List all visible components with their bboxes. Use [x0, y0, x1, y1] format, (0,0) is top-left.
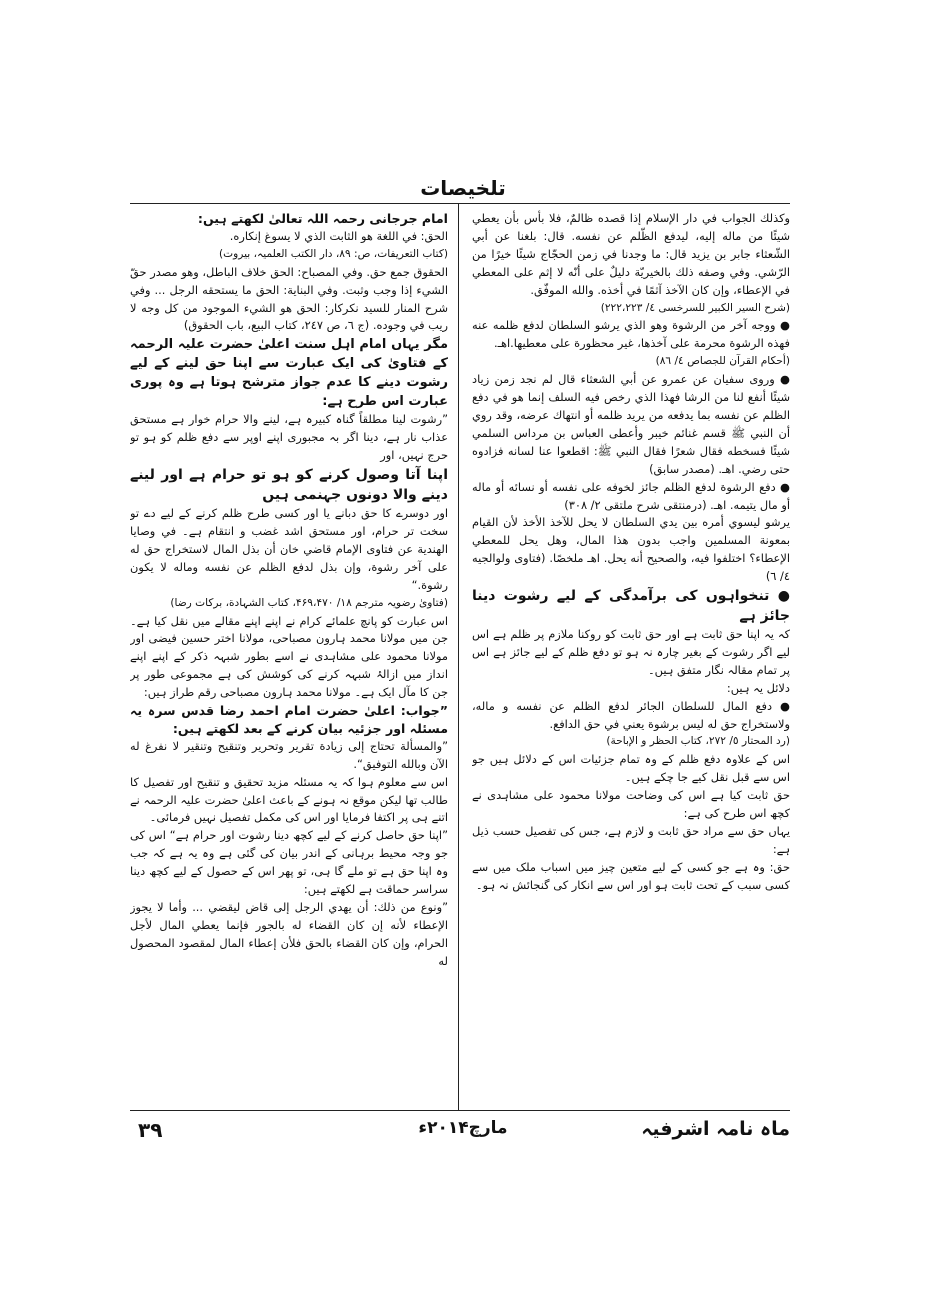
- header-rule: [130, 203, 790, 204]
- page-number: ۳۹: [138, 1118, 163, 1142]
- paragraph: امام جرجانی رحمہ اللہ تعالیٰ لکھتے ہیں:: [197, 211, 448, 226]
- quote: ”ونوع من ذلك: أن يهدي الرجل إلى قاض ليقضي ... وأما لا يجوز الإعطاء لأنه إن كان القضاء له بالجور فإنما يعطي المال لأجل الحرام، وإن كان القضاء بالحق فلأن إعطاء المال لمقصود المحصول له: [130, 900, 448, 968]
- left-column: [130, 210, 448, 1108]
- paragraph: حق: وہ ہے جو کسی کے لیے متعین چیز میں اسباب ملک میں سے کسی سبب کے تحت ثابت ہو اور اس سے انکار کی گنجائش نہ ہو۔: [472, 859, 790, 892]
- citation: (شرح السیر الکبیر للسرخسی ٤/ ۲۲۲،۲۲۳): [600, 301, 790, 314]
- citation: (کتاب التعریفات، ص: ۸۹، دار الکتب العلمیہ، بیروت): [219, 247, 448, 260]
- paragraph: اس کے علاوہ دفع ظلم کے وہ تمام جزئیات اس کے دلائل ہیں جو اس سے قبل نقل کیے جا چکے ہیں۔: [472, 752, 790, 785]
- paragraph: یہاں حق سے مراد حق ثابت و لازم ہے، جس کی تفصیل حسب ذیل ہے:: [472, 824, 790, 856]
- paragraph: ● دفع المال للسلطان الجائر لدفع الظلم عن نفسه و ماله، ولاستخراج حق له ليس برشوة يعني في حق الدافع.: [472, 698, 790, 731]
- emphasized-quote: اپنا آتا وصول کرنے کو ہو تو حرام ہے اور لینے دینے والا دونوں جہنمی ہیں: [130, 467, 448, 504]
- footer-magazine-name: ماہ نامہ اشرفیہ: [641, 1118, 790, 1140]
- paragraph: حق ثابت کیا ہے اس کی وضاحت مولانا محمود علی مشاہدی نے کچھ اس طرح کی ہے:: [472, 788, 790, 821]
- quote: ”رشوت لینا مطلقاً گناہ کبیرہ ہے، لینے والا حرام خوار ہے مستحق عذاب نار ہے، دینا اگر بہ مجبوری اپنے اوپر سے دفع ظلم کو ہو تو حرج نہیں، اور: [130, 412, 448, 463]
- quote: ”والمسألة تحتاج إلى زيادة تقرير وتحرير وتنقيح وتنقير لا نفرغ له الآن وبالله التوفيق“.: [130, 738, 448, 771]
- paragraph: الحق: في اللغة هو الثابت الذي لا يسوغ إنكاره.: [229, 228, 448, 243]
- paragraph: الحقوق جمع حق. وفي المصباح: الحق خلاف الباطل، وهو مصدر حقّ الشيء إذا وجب وثبت. وفي البناية: الحق ما يستحقه الرجل ... وفي شرح المنار للسيد نكركار: الحق هو الشيء الموجود من كل وجه لا ريب في وجوده. (ج ٦، ص ٢٤٧، كتاب البيع، باب الحقوق): [130, 264, 448, 333]
- section-heading: ● تنخواہوں کی برآمدگی کے لیے رشوت دینا جائز ہے: [472, 588, 790, 625]
- paragraph: ● دفع الرشوة لدفع الظلم جائز لخوفه على نفسه أو نسائه أو ماله أو مال يتيمه. اهـ. (درمنتقی شرح ملتقی ٢/ ٣٠٨): [472, 479, 790, 512]
- paragraph: ”اپنا حق حاصل کرنے کے لیے کچھ دینا رشوت اور حرام ہے“ اس کی جو وجہ محیط برہانی کے اندر بیان کی گئی ہے وہ یہ ہے کہ جب وہ اپنا حق ہے تو ملے گا ہی، تو پھر اس کے حصول کے لیے کچھ دینا سراسر حماقت ہے لکھتے ہیں:: [130, 828, 448, 897]
- page-title: تلخیصات: [420, 176, 506, 200]
- quote: اور دوسرے کا حق دبانے یا اور کسی طرح ظلم کرنے کے لیے دے تو سخت تر حرام، اور مستحق اشد غضب و انتقام ہے۔ في وصايا الهندية عن فتاوى الإمام قاضي خان أن بذل المال لاستخراج حق له على آخر رشوة، وإن بذل لدفع الظلم عن نفسه وماله لا يكون رشوة.“: [130, 506, 448, 592]
- right-column: [472, 210, 790, 1108]
- paragraph: اس عبارت کو پانچ علمائے کرام نے اپنے اپنے مقالے میں نقل کیا ہے۔ جن میں مولانا محمد ہارون مصباحی، مولانا اختر حسین فیضی اور مولانا محمود علی مشاہدی نے اسے بطور شبہہ ذکر کے اپنے اپنے انداز میں ازالۂ شبہہ کرنے کی کوشش کی ہے مجموعی طور پر جن کا مآل ایک ہے۔ مولانا محمد ہارون مصباحی رقم طراز ہیں:: [130, 613, 448, 700]
- column-divider: [458, 204, 459, 1110]
- paragraph: ● وروى سفيان عن عمرو عن أبي الشعثاء قال لم نجد زمن زياد شيئًا أنفع لنا من الرشا فهذا الذي رخص فيه السلف إنما هو في دفع الظلم عن نفسه بما يدفعه من يريد ظلمه أو انتهاك عرضه، وقد روي أن النبي ﷺ قسم غنائم خيبر وأعطى العباس بن مرداس السلمي شيئًا فسخطه فقال شعرًا فقال النبي ﷺ: اقطعوا عنا لسانه فزادوه حتى رضي. اهـ. (مصدر سابق): [472, 372, 790, 476]
- paragraph: ”جواب: اعلیٰ حضرت امام احمد رضا قدس سرہ یہ مسئلہ اور جزئیہ بیان کرنے کے بعد لکھتے ہیں:: [130, 703, 448, 736]
- citation: (رد المحتار ٥/ ٢٧٢، کتاب الحظر و الإباحة): [606, 735, 790, 748]
- paragraph: اس سے معلوم ہوا کہ یہ مسئلہ مزید تحقیق و تنقیح اور تفصیل کا طالب تھا لیکن موقع نہ ہونے کے باعث اعلیٰ حضرت علیہ الرحمہ نے اتنے ہی پر اکتفا فرمایا اور اس کی مکمل تفصیل نہیں فرمائی۔: [130, 774, 448, 825]
- citation: (فتاویٰ رضویہ مترجم ۱۸/ ۴۶۹،۴۷۰، کتاب الشہادة، برکات رضا): [170, 596, 448, 609]
- paragraph: دلائل یہ ہیں:: [726, 680, 790, 695]
- paragraph: کہ یہ اپنا حق ثابت ہے اور حق ثابت کو روکنا ملازم پر ظلم ہے اس لیے اگر رشوت کے بغیر چارہ نہ ہو تو دفع ظلم کے لیے جائز ہے اس پر تمام مقالہ نگار متفق ہیں۔: [472, 627, 790, 677]
- paragraph: وكذلك الجواب في دار الإسلام إذا قصده ظالمٌ، فلا بأس بأن يعطي شيئًا من ماله إليه، ليدفع الظّلم عن نفسه. قال: بلغنا عن أبي الشّعثاء جابر بن يزيد قال: ما وجدنا في زمن الحجّاج شيئًا خيرًا من الرّشي. وفي وصفه ذلك بالخيريّة دليلٌ على أنّه لا إثم على المعطي في الإعطاء، وإن كان الآخذ آثمًا في أخذه. والله الموفّق.: [472, 211, 790, 297]
- footer-date: مارچ۲۰۱۴ء: [418, 1118, 508, 1138]
- footer-rule: [130, 1110, 790, 1111]
- paragraph: ● ووجه آخر من الرشوة وهو الذي يرشو السلطان لدفع ظلمه عنه فهذه الرشوة محرمة على آخذها، غير محظورة على معطيها.اهـ.: [472, 318, 790, 351]
- citation: (أحكام القرآن للجصاص ٤/ ٨٦): [655, 355, 790, 368]
- paragraph: مگر یہاں امام اہل سنت اعلیٰ حضرت علیہ الرحمہ کے فتاویٰ کی ایک عبارت سے اپنا حق لینے کے لیے رشوت دینے کا عدم جواز مترشح ہوتا ہے وہ پوری عبارت اس طرح ہے:: [130, 337, 448, 410]
- paragraph: يرشو ليسوي أمره بين يدي السلطان لا يحل للآخذ الأخذ لأن القيام بمعونة المسلمين واجب بدون هذا المال، وهل يحل للمعطي الإعطاء؟ اختلفوا فيه، والصحيح أنه يحل. اهـ ملخصًا. (فتاوى ولوالجيه ٤/ ٦): [472, 515, 790, 584]
